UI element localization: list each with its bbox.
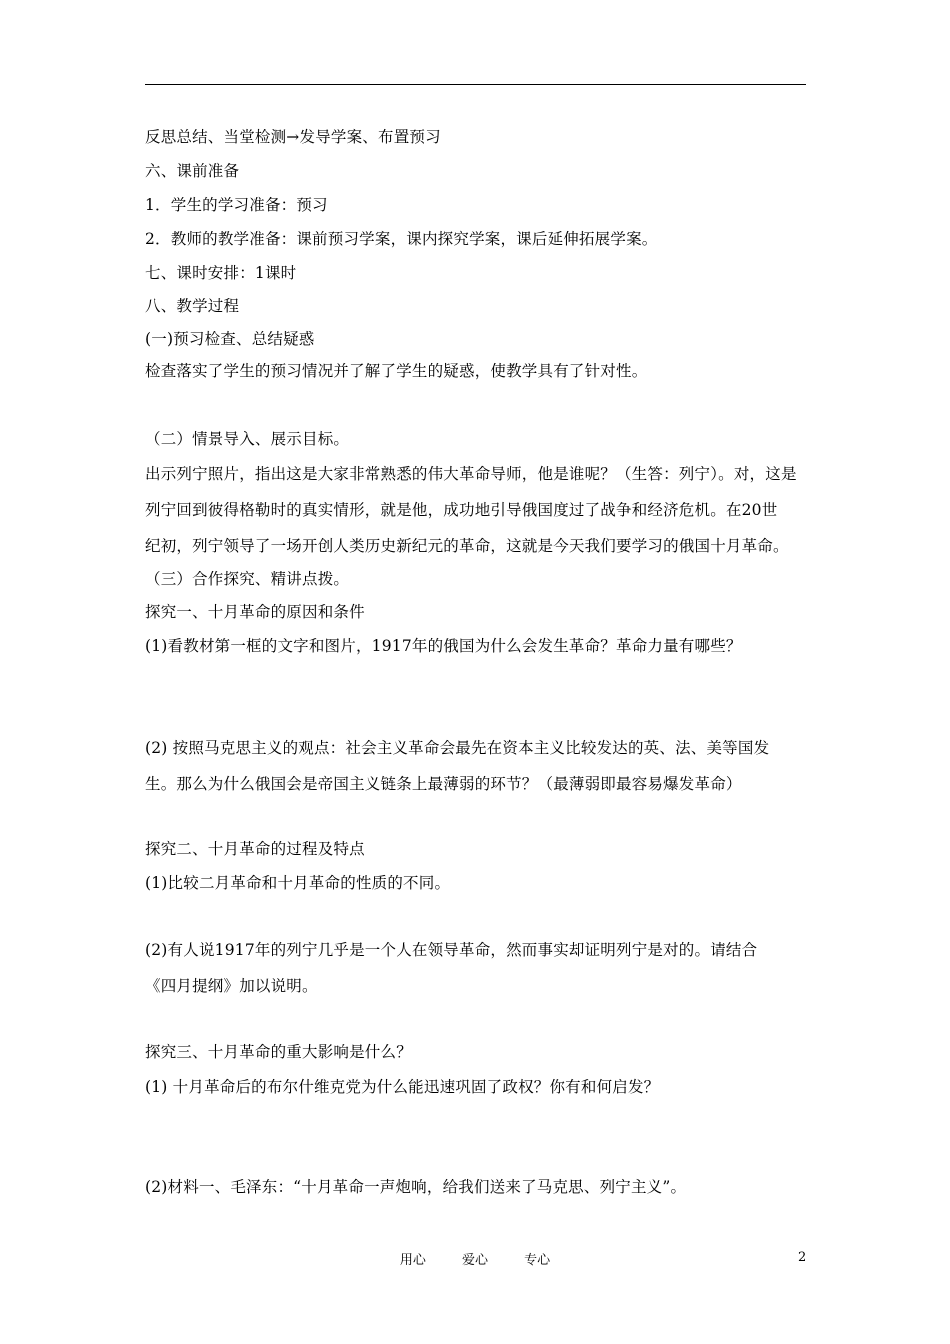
text-line: 1．学生的学习准备：预习 [145,196,328,214]
text-line: 出示列宁照片，指出这是大家非常熟悉的伟大革命导师，他是谁呢？（生答：列宁）。对，这是 [145,465,797,483]
inquiry-heading: 探究三、十月革命的重大影响是什么？ [145,1043,412,1061]
text-line: 列宁回到彼得格勒时的真实情形，就是他，成功地引导俄国度过了战争和经济危机。在20世 [145,501,778,519]
header-rule [145,84,806,85]
footer-word: 专心 [524,1253,551,1268]
section-heading: 六、课前准备 [145,162,240,180]
question-line: 生。那么为什么俄国会是帝国主义链条上最薄弱的环节？（最薄弱即最容易爆发革命） [145,775,742,793]
question-line: (2) 按照马克思主义的观点：社会主义革命会最先在资本主义比较发达的英、法、美等国发 [145,739,770,757]
subsection-heading: (一)预习检查、总结疑惑 [145,330,315,348]
question-line: (1)看教材第一框的文字和图片，1917年的俄国为什么会发生革命？革命力量有哪些？ [145,637,742,655]
section-heading: 八、教学过程 [145,297,240,315]
footer-word: 用心 [399,1253,426,1268]
section-heading: 七、课时安排：1课时 [145,264,297,282]
page-number: 2 [798,1250,807,1265]
text-line: 检查落实了学生的预习情况并了解了学生的疑惑，使教学具有了针对性。 [145,362,648,380]
inquiry-heading: 探究一、十月革命的原因和条件 [145,603,365,621]
footer-word: 爱心 [461,1253,488,1268]
question-line: (1) 十月革命后的布尔什维克党为什么能迅速巩固了政权？你有和何启发？ [145,1078,660,1096]
subsection-heading: （二）情景导入、展示目标。 [145,430,350,448]
text-line: 反思总结、当堂检测→发导学案、布置预习 [145,128,441,146]
question-line: 《四月提纲》加以说明。 [145,977,318,995]
question-line: (2)材料一、毛泽东：“十月革命一声炮响，给我们送来了马克思、列宁主义”。 [145,1178,687,1196]
text-line: 纪初，列宁领导了一场开创人类历史新纪元的革命，这就是今天我们要学习的俄国十月革命。 [145,537,789,555]
text-line: 2．教师的教学准备：课前预习学案，课内探究学案，课后延伸拓展学案。 [145,230,658,248]
question-line: (1)比较二月革命和十月革命的性质的不同。 [145,874,451,892]
subsection-heading: （三）合作探究、精讲点拨。 [145,570,350,588]
question-line: (2)有人说1917年的列宁几乎是一个人在领导革命，然而事实却证明列宁是对的。请结合 [145,941,758,959]
inquiry-heading: 探究二、十月革命的过程及特点 [145,840,365,858]
footer-slogan [0,1249,950,1268]
